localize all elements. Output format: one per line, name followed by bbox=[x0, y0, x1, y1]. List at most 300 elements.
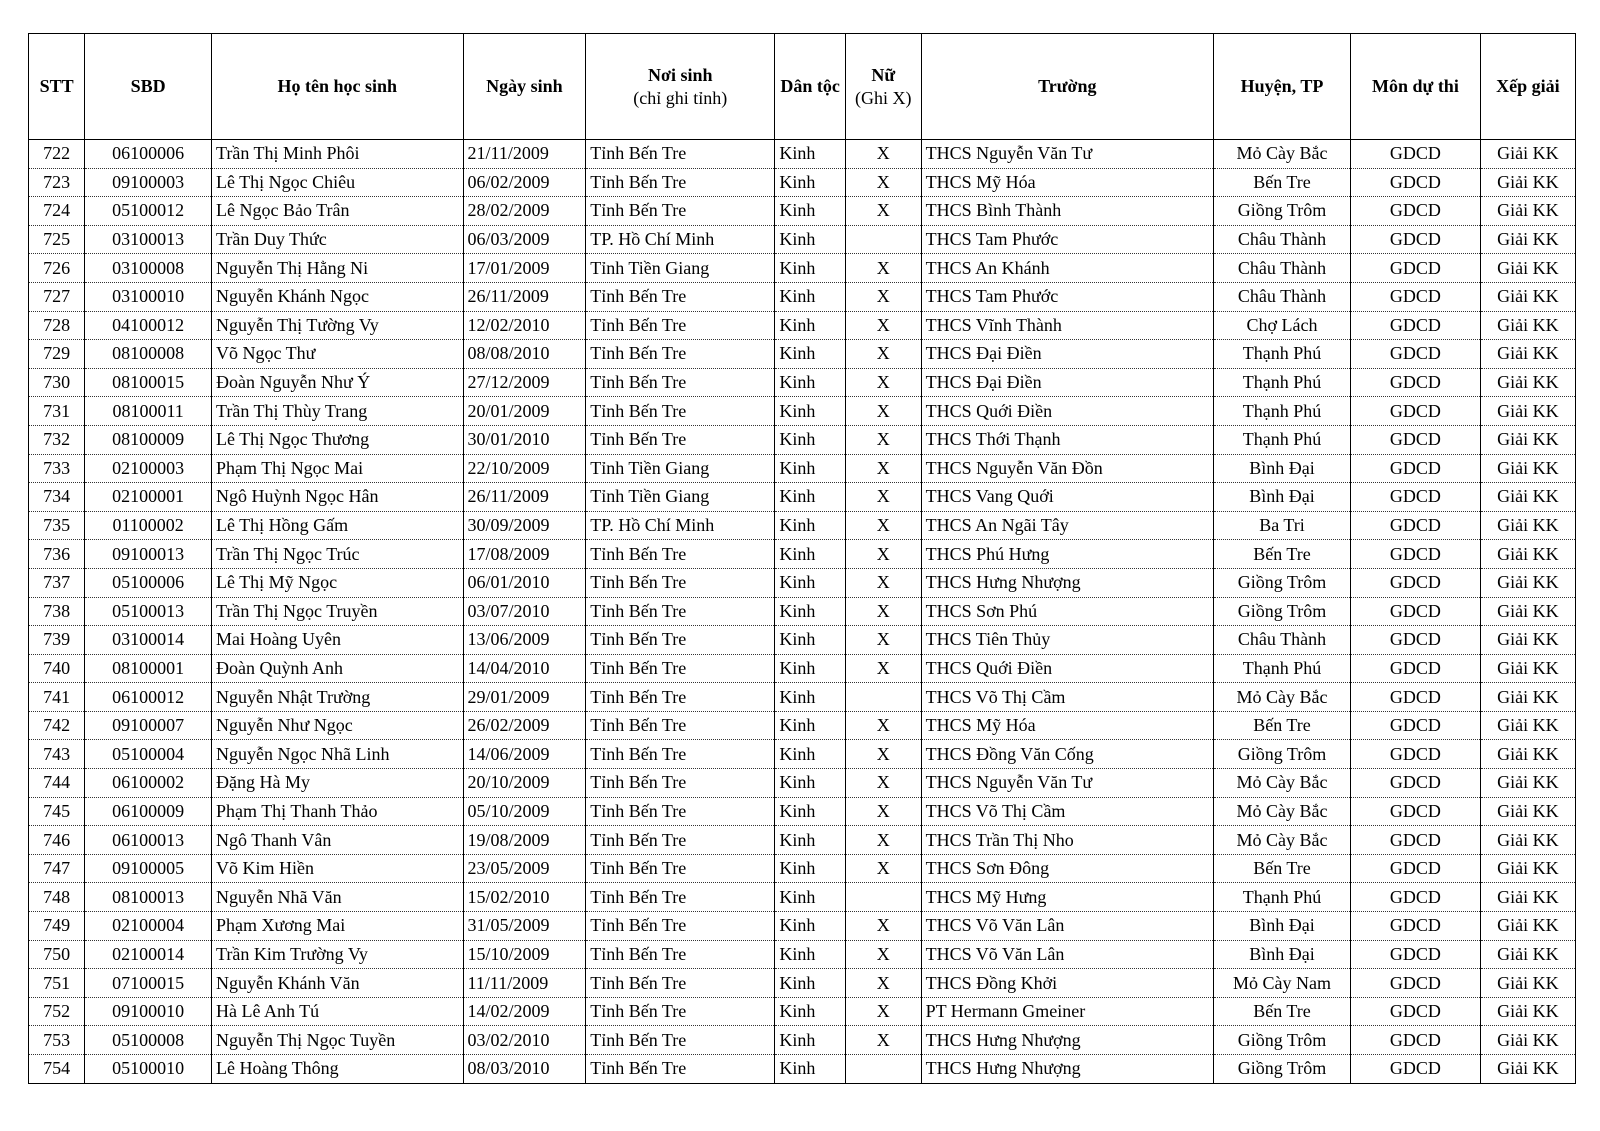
cell-stt: 748 bbox=[29, 883, 85, 912]
cell-dob: 11/11/2009 bbox=[463, 969, 586, 998]
cell-birthplace: Tỉnh Bến Tre bbox=[586, 340, 775, 369]
cell-ethnicity: Kinh bbox=[775, 168, 846, 197]
cell-subject: GDCD bbox=[1351, 740, 1481, 769]
cell-district: Thạnh Phú bbox=[1214, 654, 1351, 683]
cell-subject: GDCD bbox=[1351, 340, 1481, 369]
cell-name: Trần Thị Thùy Trang bbox=[212, 397, 464, 426]
cell-stt: 730 bbox=[29, 368, 85, 397]
cell-district: Châu Thành bbox=[1214, 282, 1351, 311]
cell-award: Giải KK bbox=[1480, 1055, 1575, 1084]
cell-ethnicity: Kinh bbox=[775, 340, 846, 369]
cell-stt: 753 bbox=[29, 1026, 85, 1055]
table-row bbox=[29, 683, 1576, 712]
cell-ethnicity: Kinh bbox=[775, 254, 846, 283]
cell-sbd: 03100014 bbox=[85, 626, 212, 655]
cell-ethnicity: Kinh bbox=[775, 597, 846, 626]
cell-dob: 19/08/2009 bbox=[463, 826, 586, 855]
cell-subject: GDCD bbox=[1351, 140, 1481, 169]
cell-female: X bbox=[845, 397, 921, 426]
cell-award: Giải KK bbox=[1480, 883, 1575, 912]
cell-ethnicity: Kinh bbox=[775, 969, 846, 998]
cell-school: THCS Đại Điền bbox=[921, 368, 1213, 397]
cell-birthplace: Tỉnh Bến Tre bbox=[586, 912, 775, 941]
cell-birthplace: Tỉnh Bến Tre bbox=[586, 1055, 775, 1084]
cell-birthplace: Tỉnh Bến Tre bbox=[586, 740, 775, 769]
table-row bbox=[29, 368, 1576, 397]
cell-school: THCS Võ Văn Lân bbox=[921, 912, 1213, 941]
table-row bbox=[29, 568, 1576, 597]
cell-stt: 751 bbox=[29, 969, 85, 998]
cell-award: Giải KK bbox=[1480, 254, 1575, 283]
table-row bbox=[29, 797, 1576, 826]
cell-sbd: 02100014 bbox=[85, 940, 212, 969]
header-dob: Ngày sinh bbox=[463, 34, 586, 140]
cell-award: Giải KK bbox=[1480, 197, 1575, 226]
cell-female: X bbox=[845, 540, 921, 569]
table-row bbox=[29, 626, 1576, 655]
cell-dob: 29/01/2009 bbox=[463, 683, 586, 712]
table-row bbox=[29, 282, 1576, 311]
cell-birthplace: TP. Hồ Chí Minh bbox=[586, 511, 775, 540]
cell-name: Trần Thị Ngọc Truyền bbox=[212, 597, 464, 626]
cell-sbd: 06100013 bbox=[85, 826, 212, 855]
cell-school: THCS An Khánh bbox=[921, 254, 1213, 283]
cell-subject: GDCD bbox=[1351, 311, 1481, 340]
cell-dob: 14/06/2009 bbox=[463, 740, 586, 769]
cell-ethnicity: Kinh bbox=[775, 912, 846, 941]
table-row bbox=[29, 540, 1576, 569]
cell-subject: GDCD bbox=[1351, 254, 1481, 283]
cell-birthplace: Tỉnh Bến Tre bbox=[586, 140, 775, 169]
cell-dob: 05/10/2009 bbox=[463, 797, 586, 826]
cell-ethnicity: Kinh bbox=[775, 568, 846, 597]
cell-ethnicity: Kinh bbox=[775, 769, 846, 798]
cell-award: Giải KK bbox=[1480, 826, 1575, 855]
table-row bbox=[29, 225, 1576, 254]
cell-sbd: 05100004 bbox=[85, 740, 212, 769]
cell-female: X bbox=[845, 568, 921, 597]
cell-dob: 27/12/2009 bbox=[463, 368, 586, 397]
cell-name: Hà Lê Anh Tú bbox=[212, 997, 464, 1026]
cell-subject: GDCD bbox=[1351, 1055, 1481, 1084]
cell-ethnicity: Kinh bbox=[775, 797, 846, 826]
table-row bbox=[29, 454, 1576, 483]
cell-school: THCS Bình Thành bbox=[921, 197, 1213, 226]
cell-district: Thạnh Phú bbox=[1214, 883, 1351, 912]
cell-award: Giải KK bbox=[1480, 311, 1575, 340]
cell-school: THCS Đại Điền bbox=[921, 340, 1213, 369]
cell-female: X bbox=[845, 425, 921, 454]
cell-stt: 739 bbox=[29, 626, 85, 655]
cell-subject: GDCD bbox=[1351, 940, 1481, 969]
cell-name: Đặng Hà My bbox=[212, 769, 464, 798]
cell-dob: 06/03/2009 bbox=[463, 225, 586, 254]
cell-birthplace: Tỉnh Bến Tre bbox=[586, 311, 775, 340]
cell-stt: 745 bbox=[29, 797, 85, 826]
cell-award: Giải KK bbox=[1480, 425, 1575, 454]
cell-district: Giồng Trôm bbox=[1214, 1026, 1351, 1055]
cell-female: X bbox=[845, 740, 921, 769]
cell-birthplace: Tỉnh Bến Tre bbox=[586, 969, 775, 998]
table-row bbox=[29, 168, 1576, 197]
cell-stt: 741 bbox=[29, 683, 85, 712]
cell-ethnicity: Kinh bbox=[775, 197, 846, 226]
cell-subject: GDCD bbox=[1351, 597, 1481, 626]
cell-award: Giải KK bbox=[1480, 969, 1575, 998]
cell-sbd: 06100006 bbox=[85, 140, 212, 169]
cell-ethnicity: Kinh bbox=[775, 368, 846, 397]
cell-school: THCS Nguyễn Văn Tư bbox=[921, 140, 1213, 169]
cell-name: Nguyễn Thị Tường Vy bbox=[212, 311, 464, 340]
cell-ethnicity: Kinh bbox=[775, 225, 846, 254]
table-row bbox=[29, 311, 1576, 340]
cell-district: Châu Thành bbox=[1214, 626, 1351, 655]
cell-female: X bbox=[845, 254, 921, 283]
cell-school: THCS Phú Hưng bbox=[921, 540, 1213, 569]
cell-birthplace: Tỉnh Bến Tre bbox=[586, 711, 775, 740]
cell-birthplace: Tỉnh Tiền Giang bbox=[586, 254, 775, 283]
cell-name: Nguyễn Nhật Trường bbox=[212, 683, 464, 712]
cell-stt: 723 bbox=[29, 168, 85, 197]
cell-subject: GDCD bbox=[1351, 826, 1481, 855]
cell-birthplace: Tỉnh Bến Tre bbox=[586, 282, 775, 311]
cell-sbd: 08100015 bbox=[85, 368, 212, 397]
cell-female: X bbox=[845, 168, 921, 197]
cell-dob: 17/01/2009 bbox=[463, 254, 586, 283]
cell-school: THCS Quới Điền bbox=[921, 654, 1213, 683]
cell-district: Bình Đại bbox=[1214, 483, 1351, 512]
cell-female: X bbox=[845, 368, 921, 397]
cell-stt: 736 bbox=[29, 540, 85, 569]
cell-birthplace: Tỉnh Bến Tre bbox=[586, 654, 775, 683]
cell-award: Giải KK bbox=[1480, 225, 1575, 254]
cell-award: Giải KK bbox=[1480, 483, 1575, 512]
cell-dob: 08/08/2010 bbox=[463, 340, 586, 369]
cell-ethnicity: Kinh bbox=[775, 683, 846, 712]
cell-sbd: 09100005 bbox=[85, 854, 212, 883]
cell-ethnicity: Kinh bbox=[775, 425, 846, 454]
cell-birthplace: Tỉnh Tiền Giang bbox=[586, 483, 775, 512]
cell-female: X bbox=[845, 940, 921, 969]
cell-district: Châu Thành bbox=[1214, 225, 1351, 254]
cell-stt: 734 bbox=[29, 483, 85, 512]
cell-dob: 03/02/2010 bbox=[463, 1026, 586, 1055]
cell-award: Giải KK bbox=[1480, 997, 1575, 1026]
cell-dob: 13/06/2009 bbox=[463, 626, 586, 655]
cell-birthplace: Tỉnh Bến Tre bbox=[586, 997, 775, 1026]
cell-birthplace: Tỉnh Bến Tre bbox=[586, 597, 775, 626]
cell-female: X bbox=[845, 912, 921, 941]
cell-sbd: 05100008 bbox=[85, 1026, 212, 1055]
header-sbd: SBD bbox=[85, 34, 212, 140]
cell-birthplace: Tỉnh Bến Tre bbox=[586, 826, 775, 855]
cell-sbd: 09100010 bbox=[85, 997, 212, 1026]
cell-stt: 742 bbox=[29, 711, 85, 740]
cell-dob: 17/08/2009 bbox=[463, 540, 586, 569]
table-row bbox=[29, 912, 1576, 941]
cell-female: X bbox=[845, 597, 921, 626]
cell-district: Thạnh Phú bbox=[1214, 368, 1351, 397]
cell-award: Giải KK bbox=[1480, 912, 1575, 941]
cell-school: THCS Hưng Nhượng bbox=[921, 1055, 1213, 1084]
cell-female bbox=[845, 225, 921, 254]
cell-subject: GDCD bbox=[1351, 368, 1481, 397]
cell-stt: 735 bbox=[29, 511, 85, 540]
cell-subject: GDCD bbox=[1351, 168, 1481, 197]
cell-district: Bến Tre bbox=[1214, 854, 1351, 883]
cell-subject: GDCD bbox=[1351, 425, 1481, 454]
cell-dob: 31/05/2009 bbox=[463, 912, 586, 941]
cell-award: Giải KK bbox=[1480, 940, 1575, 969]
header-subject: Môn dự thi bbox=[1351, 34, 1481, 140]
cell-female: X bbox=[845, 140, 921, 169]
cell-district: Bến Tre bbox=[1214, 540, 1351, 569]
cell-name: Trần Kim Trường Vy bbox=[212, 940, 464, 969]
cell-female: X bbox=[845, 997, 921, 1026]
cell-subject: GDCD bbox=[1351, 1026, 1481, 1055]
cell-stt: 722 bbox=[29, 140, 85, 169]
cell-district: Thạnh Phú bbox=[1214, 397, 1351, 426]
cell-district: Mỏ Cày Bắc bbox=[1214, 826, 1351, 855]
cell-stt: 725 bbox=[29, 225, 85, 254]
table-row bbox=[29, 969, 1576, 998]
cell-name: Ngô Thanh Vân bbox=[212, 826, 464, 855]
cell-stt: 732 bbox=[29, 425, 85, 454]
table-row bbox=[29, 826, 1576, 855]
cell-district: Ba Tri bbox=[1214, 511, 1351, 540]
cell-stt: 743 bbox=[29, 740, 85, 769]
cell-name: Nguyễn Ngọc Nhã Linh bbox=[212, 740, 464, 769]
cell-ethnicity: Kinh bbox=[775, 397, 846, 426]
cell-ethnicity: Kinh bbox=[775, 997, 846, 1026]
cell-subject: GDCD bbox=[1351, 282, 1481, 311]
cell-dob: 03/07/2010 bbox=[463, 597, 586, 626]
cell-sbd: 08100009 bbox=[85, 425, 212, 454]
cell-school: THCS Tam Phước bbox=[921, 282, 1213, 311]
cell-female: X bbox=[845, 454, 921, 483]
cell-dob: 30/09/2009 bbox=[463, 511, 586, 540]
cell-school: THCS Võ Văn Lân bbox=[921, 940, 1213, 969]
table-row bbox=[29, 997, 1576, 1026]
cell-subject: GDCD bbox=[1351, 540, 1481, 569]
cell-stt: 728 bbox=[29, 311, 85, 340]
cell-name: Trần Thị Minh Phôi bbox=[212, 140, 464, 169]
cell-dob: 15/02/2010 bbox=[463, 883, 586, 912]
cell-female bbox=[845, 1055, 921, 1084]
cell-subject: GDCD bbox=[1351, 797, 1481, 826]
table-row bbox=[29, 140, 1576, 169]
cell-name: Ngô Huỳnh Ngọc Hân bbox=[212, 483, 464, 512]
cell-award: Giải KK bbox=[1480, 454, 1575, 483]
table-row bbox=[29, 1055, 1576, 1084]
cell-district: Giồng Trôm bbox=[1214, 197, 1351, 226]
cell-school: THCS Võ Thị Cầm bbox=[921, 683, 1213, 712]
cell-birthplace: Tỉnh Bến Tre bbox=[586, 397, 775, 426]
cell-ethnicity: Kinh bbox=[775, 626, 846, 655]
table-row bbox=[29, 740, 1576, 769]
cell-district: Chợ Lách bbox=[1214, 311, 1351, 340]
cell-stt: 729 bbox=[29, 340, 85, 369]
cell-district: Mỏ Cày Nam bbox=[1214, 969, 1351, 998]
cell-birthplace: Tỉnh Bến Tre bbox=[586, 769, 775, 798]
cell-birthplace: Tỉnh Bến Tre bbox=[586, 168, 775, 197]
cell-female: X bbox=[845, 711, 921, 740]
cell-dob: 06/02/2009 bbox=[463, 168, 586, 197]
cell-sbd: 08100001 bbox=[85, 654, 212, 683]
cell-school: THCS Vang Quới bbox=[921, 483, 1213, 512]
table-header bbox=[29, 34, 1576, 140]
cell-stt: 727 bbox=[29, 282, 85, 311]
cell-district: Giồng Trôm bbox=[1214, 597, 1351, 626]
header-name: Họ tên học sinh bbox=[212, 34, 464, 140]
cell-sbd: 09100013 bbox=[85, 540, 212, 569]
cell-school: THCS Sơn Phú bbox=[921, 597, 1213, 626]
cell-school: THCS Võ Thị Cầm bbox=[921, 797, 1213, 826]
table-body bbox=[29, 140, 1576, 1084]
header-female-note: (Ghi X) bbox=[855, 87, 912, 108]
cell-ethnicity: Kinh bbox=[775, 826, 846, 855]
cell-stt: 749 bbox=[29, 912, 85, 941]
cell-ethnicity: Kinh bbox=[775, 311, 846, 340]
cell-name: Nguyễn Như Ngọc bbox=[212, 711, 464, 740]
cell-award: Giải KK bbox=[1480, 797, 1575, 826]
table-row bbox=[29, 197, 1576, 226]
cell-ethnicity: Kinh bbox=[775, 1026, 846, 1055]
cell-sbd: 04100012 bbox=[85, 311, 212, 340]
cell-name: Võ Ngọc Thư bbox=[212, 340, 464, 369]
cell-name: Phạm Thị Ngọc Mai bbox=[212, 454, 464, 483]
cell-sbd: 05100010 bbox=[85, 1055, 212, 1084]
cell-name: Lê Thị Mỹ Ngọc bbox=[212, 568, 464, 597]
cell-name: Đoàn Nguyễn Như Ý bbox=[212, 368, 464, 397]
cell-female: X bbox=[845, 282, 921, 311]
cell-dob: 21/11/2009 bbox=[463, 140, 586, 169]
cell-school: THCS Thới Thạnh bbox=[921, 425, 1213, 454]
cell-subject: GDCD bbox=[1351, 883, 1481, 912]
cell-sbd: 05100013 bbox=[85, 597, 212, 626]
cell-dob: 20/01/2009 bbox=[463, 397, 586, 426]
table-row bbox=[29, 940, 1576, 969]
cell-district: Giồng Trôm bbox=[1214, 568, 1351, 597]
cell-award: Giải KK bbox=[1480, 397, 1575, 426]
cell-female: X bbox=[845, 654, 921, 683]
table-row bbox=[29, 397, 1576, 426]
cell-district: Giồng Trôm bbox=[1214, 740, 1351, 769]
header-school: Trường bbox=[921, 34, 1213, 140]
cell-stt: 731 bbox=[29, 397, 85, 426]
cell-award: Giải KK bbox=[1480, 654, 1575, 683]
table-row bbox=[29, 425, 1576, 454]
cell-school: THCS Đồng Khởi bbox=[921, 969, 1213, 998]
cell-award: Giải KK bbox=[1480, 368, 1575, 397]
cell-stt: 726 bbox=[29, 254, 85, 283]
cell-district: Bình Đại bbox=[1214, 454, 1351, 483]
cell-female: X bbox=[845, 511, 921, 540]
table-row bbox=[29, 769, 1576, 798]
header-district: Huyện, TP bbox=[1214, 34, 1351, 140]
cell-name: Mai Hoàng Uyên bbox=[212, 626, 464, 655]
cell-female: X bbox=[845, 854, 921, 883]
table-row bbox=[29, 883, 1576, 912]
table-row bbox=[29, 511, 1576, 540]
cell-subject: GDCD bbox=[1351, 397, 1481, 426]
cell-school: THCS Hưng Nhượng bbox=[921, 1026, 1213, 1055]
table-row bbox=[29, 254, 1576, 283]
cell-subject: GDCD bbox=[1351, 912, 1481, 941]
cell-dob: 06/01/2010 bbox=[463, 568, 586, 597]
cell-award: Giải KK bbox=[1480, 511, 1575, 540]
cell-dob: 28/02/2009 bbox=[463, 197, 586, 226]
header-birthplace-label: Nơi sinh bbox=[648, 65, 713, 85]
cell-school: THCS Tiên Thủy bbox=[921, 626, 1213, 655]
cell-birthplace: TP. Hồ Chí Minh bbox=[586, 225, 775, 254]
cell-district: Bình Đại bbox=[1214, 940, 1351, 969]
cell-name: Võ Kim Hiền bbox=[212, 854, 464, 883]
cell-sbd: 06100012 bbox=[85, 683, 212, 712]
cell-sbd: 03100008 bbox=[85, 254, 212, 283]
cell-stt: 746 bbox=[29, 826, 85, 855]
cell-district: Bến Tre bbox=[1214, 997, 1351, 1026]
table-row bbox=[29, 1026, 1576, 1055]
table-row bbox=[29, 654, 1576, 683]
cell-ethnicity: Kinh bbox=[775, 282, 846, 311]
cell-dob: 26/11/2009 bbox=[463, 483, 586, 512]
cell-ethnicity: Kinh bbox=[775, 1055, 846, 1084]
cell-award: Giải KK bbox=[1480, 340, 1575, 369]
cell-sbd: 08100008 bbox=[85, 340, 212, 369]
cell-sbd: 05100012 bbox=[85, 197, 212, 226]
cell-dob: 20/10/2009 bbox=[463, 769, 586, 798]
header-ethnicity: Dân tộc bbox=[775, 34, 846, 140]
cell-name: Đoàn Quỳnh Anh bbox=[212, 654, 464, 683]
cell-birthplace: Tỉnh Bến Tre bbox=[586, 368, 775, 397]
cell-district: Mỏ Cày Bắc bbox=[1214, 769, 1351, 798]
cell-subject: GDCD bbox=[1351, 511, 1481, 540]
cell-ethnicity: Kinh bbox=[775, 940, 846, 969]
cell-ethnicity: Kinh bbox=[775, 654, 846, 683]
cell-stt: 733 bbox=[29, 454, 85, 483]
cell-female bbox=[845, 683, 921, 712]
cell-name: Nguyễn Thị Hằng Ni bbox=[212, 254, 464, 283]
cell-district: Bến Tre bbox=[1214, 711, 1351, 740]
cell-ethnicity: Kinh bbox=[775, 883, 846, 912]
cell-subject: GDCD bbox=[1351, 197, 1481, 226]
cell-award: Giải KK bbox=[1480, 597, 1575, 626]
cell-district: Mỏ Cày Bắc bbox=[1214, 140, 1351, 169]
cell-name: Lê Ngọc Bảo Trân bbox=[212, 197, 464, 226]
cell-sbd: 08100013 bbox=[85, 883, 212, 912]
cell-name: Nguyễn Nhã Văn bbox=[212, 883, 464, 912]
cell-subject: GDCD bbox=[1351, 683, 1481, 712]
cell-female: X bbox=[845, 197, 921, 226]
cell-name: Phạm Thị Thanh Thảo bbox=[212, 797, 464, 826]
cell-subject: GDCD bbox=[1351, 626, 1481, 655]
cell-school: THCS Đồng Văn Cống bbox=[921, 740, 1213, 769]
cell-award: Giải KK bbox=[1480, 711, 1575, 740]
cell-name: Trần Duy Thức bbox=[212, 225, 464, 254]
cell-female: X bbox=[845, 769, 921, 798]
cell-subject: GDCD bbox=[1351, 483, 1481, 512]
cell-district: Giồng Trôm bbox=[1214, 1055, 1351, 1084]
cell-subject: GDCD bbox=[1351, 568, 1481, 597]
cell-district: Mỏ Cày Bắc bbox=[1214, 797, 1351, 826]
cell-subject: GDCD bbox=[1351, 997, 1481, 1026]
cell-stt: 747 bbox=[29, 854, 85, 883]
cell-district: Thạnh Phú bbox=[1214, 340, 1351, 369]
cell-name: Nguyễn Khánh Văn bbox=[212, 969, 464, 998]
cell-dob: 26/02/2009 bbox=[463, 711, 586, 740]
cell-school: THCS Quới Điền bbox=[921, 397, 1213, 426]
